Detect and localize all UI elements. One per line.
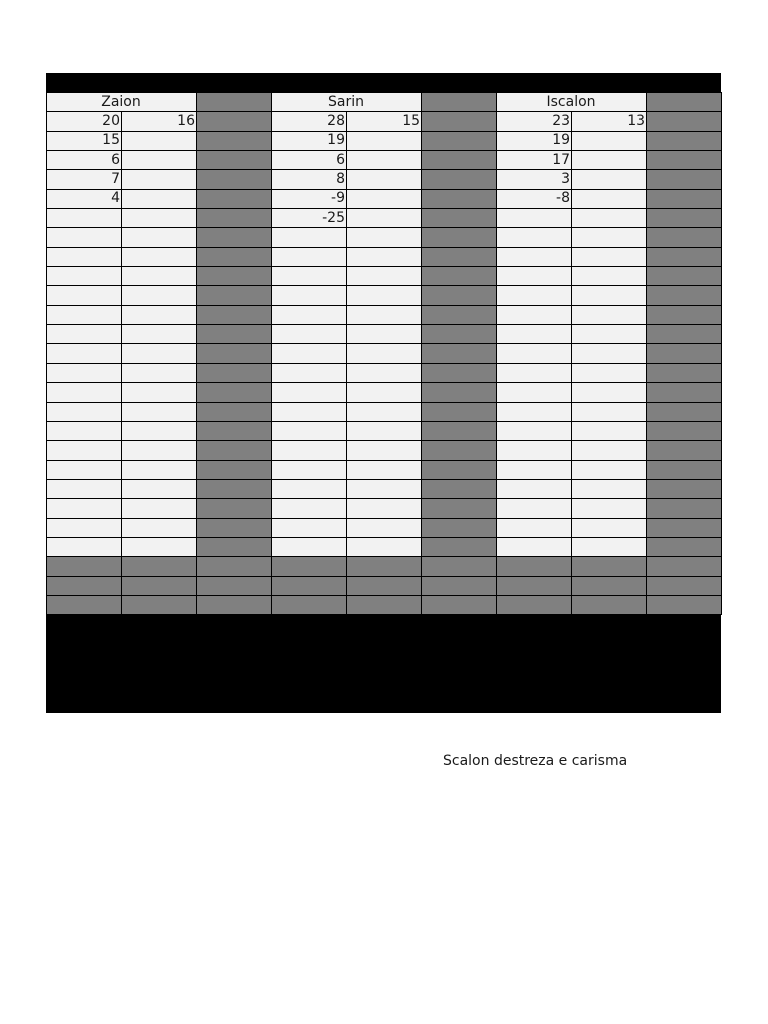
empty-cell[interactable]	[347, 441, 422, 460]
empty-cell[interactable]	[572, 325, 647, 344]
empty-cell[interactable]	[347, 518, 422, 537]
header-row	[47, 93, 722, 112]
shaded-cell	[422, 537, 497, 556]
value-cell[interactable]	[272, 518, 347, 537]
shaded-cell	[197, 441, 272, 460]
table-row	[47, 499, 722, 518]
summary-row	[47, 595, 722, 614]
value-cell[interactable]	[497, 460, 572, 479]
shaded-cell	[647, 402, 722, 421]
shaded-cell	[47, 576, 122, 595]
empty-cell[interactable]	[572, 363, 647, 382]
table-row	[47, 363, 722, 382]
empty-cell[interactable]	[347, 537, 422, 556]
value-cell[interactable]: -25	[272, 209, 347, 228]
shaded-cell	[197, 421, 272, 440]
shaded-cell	[422, 383, 497, 402]
value-cell[interactable]	[272, 479, 347, 498]
shaded-cell	[272, 595, 347, 614]
shaded-cell	[197, 537, 272, 556]
empty-cell[interactable]	[347, 305, 422, 324]
value-cell[interactable]	[47, 247, 122, 266]
empty-cell[interactable]	[122, 209, 197, 228]
value-cell[interactable]	[47, 305, 122, 324]
empty-cell[interactable]	[347, 499, 422, 518]
empty-cell[interactable]	[347, 151, 422, 170]
shaded-cell	[497, 557, 572, 576]
value-cell[interactable]	[47, 499, 122, 518]
empty-cell[interactable]	[572, 247, 647, 266]
value-cell[interactable]	[272, 305, 347, 324]
shaded-cell	[647, 151, 722, 170]
table-row	[47, 479, 722, 498]
shaded-cell	[197, 576, 272, 595]
shaded-cell	[197, 131, 272, 150]
value-cell[interactable]	[497, 363, 572, 382]
empty-cell[interactable]	[122, 247, 197, 266]
shaded-cell	[197, 209, 272, 228]
shaded-cell	[422, 460, 497, 479]
shaded-cell	[572, 557, 647, 576]
value-cell[interactable]	[272, 537, 347, 556]
shaded-cell	[422, 479, 497, 498]
shaded-cell	[122, 557, 197, 576]
shaded-cell	[647, 247, 722, 266]
shaded-cell	[422, 576, 497, 595]
shaded-cell	[197, 557, 272, 576]
shaded-cell	[647, 344, 722, 363]
empty-cell[interactable]	[572, 499, 647, 518]
empty-cell[interactable]	[347, 131, 422, 150]
empty-cell[interactable]	[122, 421, 197, 440]
shaded-cell	[422, 209, 497, 228]
table-row	[47, 228, 722, 247]
value-cell[interactable]	[272, 421, 347, 440]
value-cell[interactable]	[47, 479, 122, 498]
empty-cell[interactable]	[572, 421, 647, 440]
value-cell[interactable]	[497, 383, 572, 402]
value-cell[interactable]: 15	[47, 131, 122, 150]
empty-cell[interactable]	[347, 460, 422, 479]
shaded-cell	[197, 286, 272, 305]
shaded-cell	[647, 557, 722, 576]
spreadsheet-area	[46, 73, 721, 713]
empty-cell[interactable]	[122, 441, 197, 460]
empty-cell[interactable]	[347, 363, 422, 382]
empty-cell[interactable]	[347, 402, 422, 421]
value-cell[interactable]: 17	[497, 151, 572, 170]
shaded-cell	[422, 421, 497, 440]
shaded-cell	[647, 499, 722, 518]
value-cell[interactable]	[272, 460, 347, 479]
table-row	[47, 131, 722, 150]
shaded-cell	[647, 112, 722, 131]
shaded-cell	[647, 460, 722, 479]
empty-cell[interactable]	[347, 421, 422, 440]
value-cell[interactable]	[497, 479, 572, 498]
empty-cell[interactable]	[347, 267, 422, 286]
shaded-cell	[647, 189, 722, 208]
empty-cell[interactable]	[572, 518, 647, 537]
empty-cell[interactable]	[347, 170, 422, 189]
empty-cell[interactable]	[347, 344, 422, 363]
empty-cell[interactable]	[122, 518, 197, 537]
empty-cell[interactable]	[122, 537, 197, 556]
empty-cell[interactable]	[122, 267, 197, 286]
value-cell[interactable]	[47, 421, 122, 440]
shaded-cell	[572, 576, 647, 595]
shaded-cell	[122, 595, 197, 614]
empty-cell[interactable]	[572, 460, 647, 479]
value-cell[interactable]	[272, 344, 347, 363]
value-cell[interactable]: -8	[497, 189, 572, 208]
value-cell[interactable]	[272, 499, 347, 518]
empty-cell[interactable]	[122, 131, 197, 150]
shaded-cell	[422, 402, 497, 421]
shaded-cell	[197, 93, 272, 112]
shaded-cell	[122, 576, 197, 595]
value-cell[interactable]	[47, 267, 122, 286]
table-row	[47, 383, 722, 402]
shaded-cell	[197, 479, 272, 498]
empty-cell[interactable]	[122, 499, 197, 518]
shaded-cell	[422, 305, 497, 324]
shaded-cell	[422, 441, 497, 460]
table-row	[47, 518, 722, 537]
value-cell[interactable]	[47, 441, 122, 460]
value-cell[interactable]: 8	[272, 170, 347, 189]
shaded-cell	[422, 325, 497, 344]
shaded-cell	[422, 228, 497, 247]
shaded-cell	[272, 576, 347, 595]
empty-cell[interactable]	[572, 151, 647, 170]
value-cell[interactable]: 16	[122, 112, 197, 131]
shaded-cell	[272, 557, 347, 576]
empty-cell[interactable]	[347, 209, 422, 228]
empty-cell[interactable]	[572, 267, 647, 286]
table-row	[47, 402, 722, 421]
empty-cell[interactable]	[122, 151, 197, 170]
value-cell[interactable]: 6	[272, 151, 347, 170]
shaded-cell	[497, 595, 572, 614]
table-row	[47, 460, 722, 479]
shaded-cell	[197, 383, 272, 402]
shaded-cell	[647, 286, 722, 305]
table-row	[47, 189, 722, 208]
table-row	[47, 421, 722, 440]
shaded-cell	[647, 170, 722, 189]
shaded-cell	[647, 363, 722, 382]
shaded-cell	[422, 518, 497, 537]
value-cell[interactable]: 6	[47, 151, 122, 170]
shaded-cell	[197, 363, 272, 382]
table-row	[47, 344, 722, 363]
empty-cell[interactable]	[347, 189, 422, 208]
empty-cell[interactable]	[347, 325, 422, 344]
shaded-cell	[347, 595, 422, 614]
summary-row	[47, 576, 722, 595]
shaded-cell	[197, 170, 272, 189]
shaded-cell	[197, 402, 272, 421]
empty-cell[interactable]	[572, 286, 647, 305]
empty-cell[interactable]	[572, 441, 647, 460]
shaded-cell	[347, 576, 422, 595]
empty-cell[interactable]	[347, 479, 422, 498]
value-cell[interactable]: 19	[272, 131, 347, 150]
empty-cell[interactable]	[572, 131, 647, 150]
empty-cell[interactable]	[572, 170, 647, 189]
shaded-cell	[497, 576, 572, 595]
shaded-cell	[647, 383, 722, 402]
shaded-cell	[422, 151, 497, 170]
value-cell[interactable]	[497, 537, 572, 556]
value-cell[interactable]	[497, 402, 572, 421]
value-cell[interactable]: 4	[47, 189, 122, 208]
empty-cell[interactable]	[122, 344, 197, 363]
table-row	[47, 209, 722, 228]
empty-cell[interactable]	[572, 189, 647, 208]
shaded-cell	[422, 93, 497, 112]
table-row	[47, 305, 722, 324]
empty-cell[interactable]	[122, 286, 197, 305]
empty-cell[interactable]	[572, 344, 647, 363]
group-name-cell[interactable]: Iscalon	[497, 93, 647, 112]
shaded-cell	[647, 305, 722, 324]
table-row	[47, 441, 722, 460]
value-cell[interactable]	[47, 363, 122, 382]
value-cell[interactable]	[47, 286, 122, 305]
shaded-cell	[572, 595, 647, 614]
value-cell[interactable]	[272, 267, 347, 286]
value-cell[interactable]	[497, 518, 572, 537]
shaded-cell	[647, 228, 722, 247]
shaded-cell	[47, 557, 122, 576]
group-name-cell[interactable]: Zaion	[47, 93, 197, 112]
value-cell[interactable]	[272, 402, 347, 421]
empty-cell[interactable]	[122, 383, 197, 402]
value-cell[interactable]: 3	[497, 170, 572, 189]
value-cell[interactable]: 20	[47, 112, 122, 131]
shaded-cell	[647, 595, 722, 614]
summary-row	[47, 557, 722, 576]
table-row	[47, 151, 722, 170]
value-cell[interactable]	[47, 537, 122, 556]
empty-cell[interactable]	[572, 479, 647, 498]
value-cell[interactable]: 19	[497, 131, 572, 150]
table-row	[47, 247, 722, 266]
shaded-cell	[422, 499, 497, 518]
value-cell[interactable]	[47, 209, 122, 228]
empty-cell[interactable]	[572, 537, 647, 556]
empty-cell[interactable]	[347, 247, 422, 266]
table-row	[47, 267, 722, 286]
value-cell[interactable]	[272, 325, 347, 344]
shaded-cell	[422, 247, 497, 266]
shaded-cell	[197, 305, 272, 324]
shaded-cell	[197, 499, 272, 518]
shaded-cell	[422, 595, 497, 614]
value-cell[interactable]	[47, 344, 122, 363]
shaded-cell	[197, 344, 272, 363]
empty-cell[interactable]	[122, 305, 197, 324]
shaded-cell	[647, 576, 722, 595]
empty-cell[interactable]	[122, 325, 197, 344]
value-cell[interactable]: 23	[497, 112, 572, 131]
empty-cell[interactable]	[122, 228, 197, 247]
empty-cell[interactable]	[122, 460, 197, 479]
stats-table	[46, 92, 722, 615]
note-text: Scalon destreza e carisma	[443, 753, 628, 769]
shaded-cell	[647, 441, 722, 460]
value-cell[interactable]	[497, 228, 572, 247]
value-cell[interactable]	[497, 305, 572, 324]
empty-cell[interactable]	[122, 402, 197, 421]
shaded-cell	[197, 267, 272, 286]
group-name-cell[interactable]: Sarin	[272, 93, 422, 112]
shaded-cell	[422, 344, 497, 363]
value-cell[interactable]: -9	[272, 189, 347, 208]
value-cell[interactable]	[272, 247, 347, 266]
shaded-cell	[647, 479, 722, 498]
value-cell[interactable]: 13	[572, 112, 647, 131]
shaded-cell	[647, 267, 722, 286]
shaded-cell	[647, 537, 722, 556]
shaded-cell	[422, 363, 497, 382]
shaded-cell	[647, 131, 722, 150]
shaded-cell	[422, 267, 497, 286]
value-cell[interactable]	[497, 499, 572, 518]
value-cell[interactable]	[272, 286, 347, 305]
value-cell[interactable]	[497, 267, 572, 286]
empty-cell[interactable]	[122, 170, 197, 189]
shaded-cell	[422, 131, 497, 150]
shaded-cell	[647, 209, 722, 228]
shaded-cell	[47, 595, 122, 614]
empty-cell[interactable]	[572, 209, 647, 228]
shaded-cell	[422, 170, 497, 189]
value-cell[interactable]	[47, 460, 122, 479]
shaded-cell	[197, 189, 272, 208]
value-cell[interactable]	[497, 247, 572, 266]
empty-cell[interactable]	[347, 228, 422, 247]
shaded-cell	[197, 228, 272, 247]
value-cell[interactable]	[47, 228, 122, 247]
value-cell[interactable]: 7	[47, 170, 122, 189]
value-cell[interactable]	[497, 344, 572, 363]
value-cell[interactable]	[47, 518, 122, 537]
value-cell[interactable]: 28	[272, 112, 347, 131]
shaded-cell	[197, 460, 272, 479]
shaded-cell	[422, 557, 497, 576]
shaded-cell	[197, 518, 272, 537]
shaded-cell	[197, 325, 272, 344]
shaded-cell	[647, 93, 722, 112]
shaded-cell	[647, 518, 722, 537]
empty-cell[interactable]	[122, 479, 197, 498]
value-cell[interactable]	[272, 383, 347, 402]
shaded-cell	[197, 247, 272, 266]
shaded-cell	[197, 112, 272, 131]
empty-cell[interactable]	[347, 383, 422, 402]
shaded-cell	[647, 421, 722, 440]
value-cell[interactable]	[47, 402, 122, 421]
value-cell[interactable]	[497, 421, 572, 440]
empty-cell[interactable]	[122, 363, 197, 382]
empty-cell[interactable]	[572, 305, 647, 324]
shaded-cell	[422, 286, 497, 305]
value-cell[interactable]	[47, 325, 122, 344]
value-cell[interactable]	[497, 441, 572, 460]
value-cell[interactable]	[497, 209, 572, 228]
empty-cell[interactable]	[572, 228, 647, 247]
empty-cell[interactable]	[572, 402, 647, 421]
table-row	[47, 286, 722, 305]
table-row	[47, 537, 722, 556]
value-cell[interactable]	[272, 441, 347, 460]
value-cell[interactable]	[47, 383, 122, 402]
table-row	[47, 170, 722, 189]
empty-cell[interactable]	[122, 189, 197, 208]
table-row	[47, 325, 722, 344]
shaded-cell	[647, 325, 722, 344]
value-cell[interactable]	[497, 286, 572, 305]
value-cell[interactable]	[272, 228, 347, 247]
value-cell[interactable]	[272, 363, 347, 382]
empty-cell[interactable]	[347, 286, 422, 305]
shaded-cell	[347, 557, 422, 576]
shaded-cell	[422, 189, 497, 208]
table-row	[47, 112, 722, 131]
empty-cell[interactable]	[572, 383, 647, 402]
value-cell[interactable]: 15	[347, 112, 422, 131]
value-cell[interactable]	[497, 325, 572, 344]
shaded-cell	[422, 112, 497, 131]
shaded-cell	[197, 595, 272, 614]
shaded-cell	[197, 151, 272, 170]
